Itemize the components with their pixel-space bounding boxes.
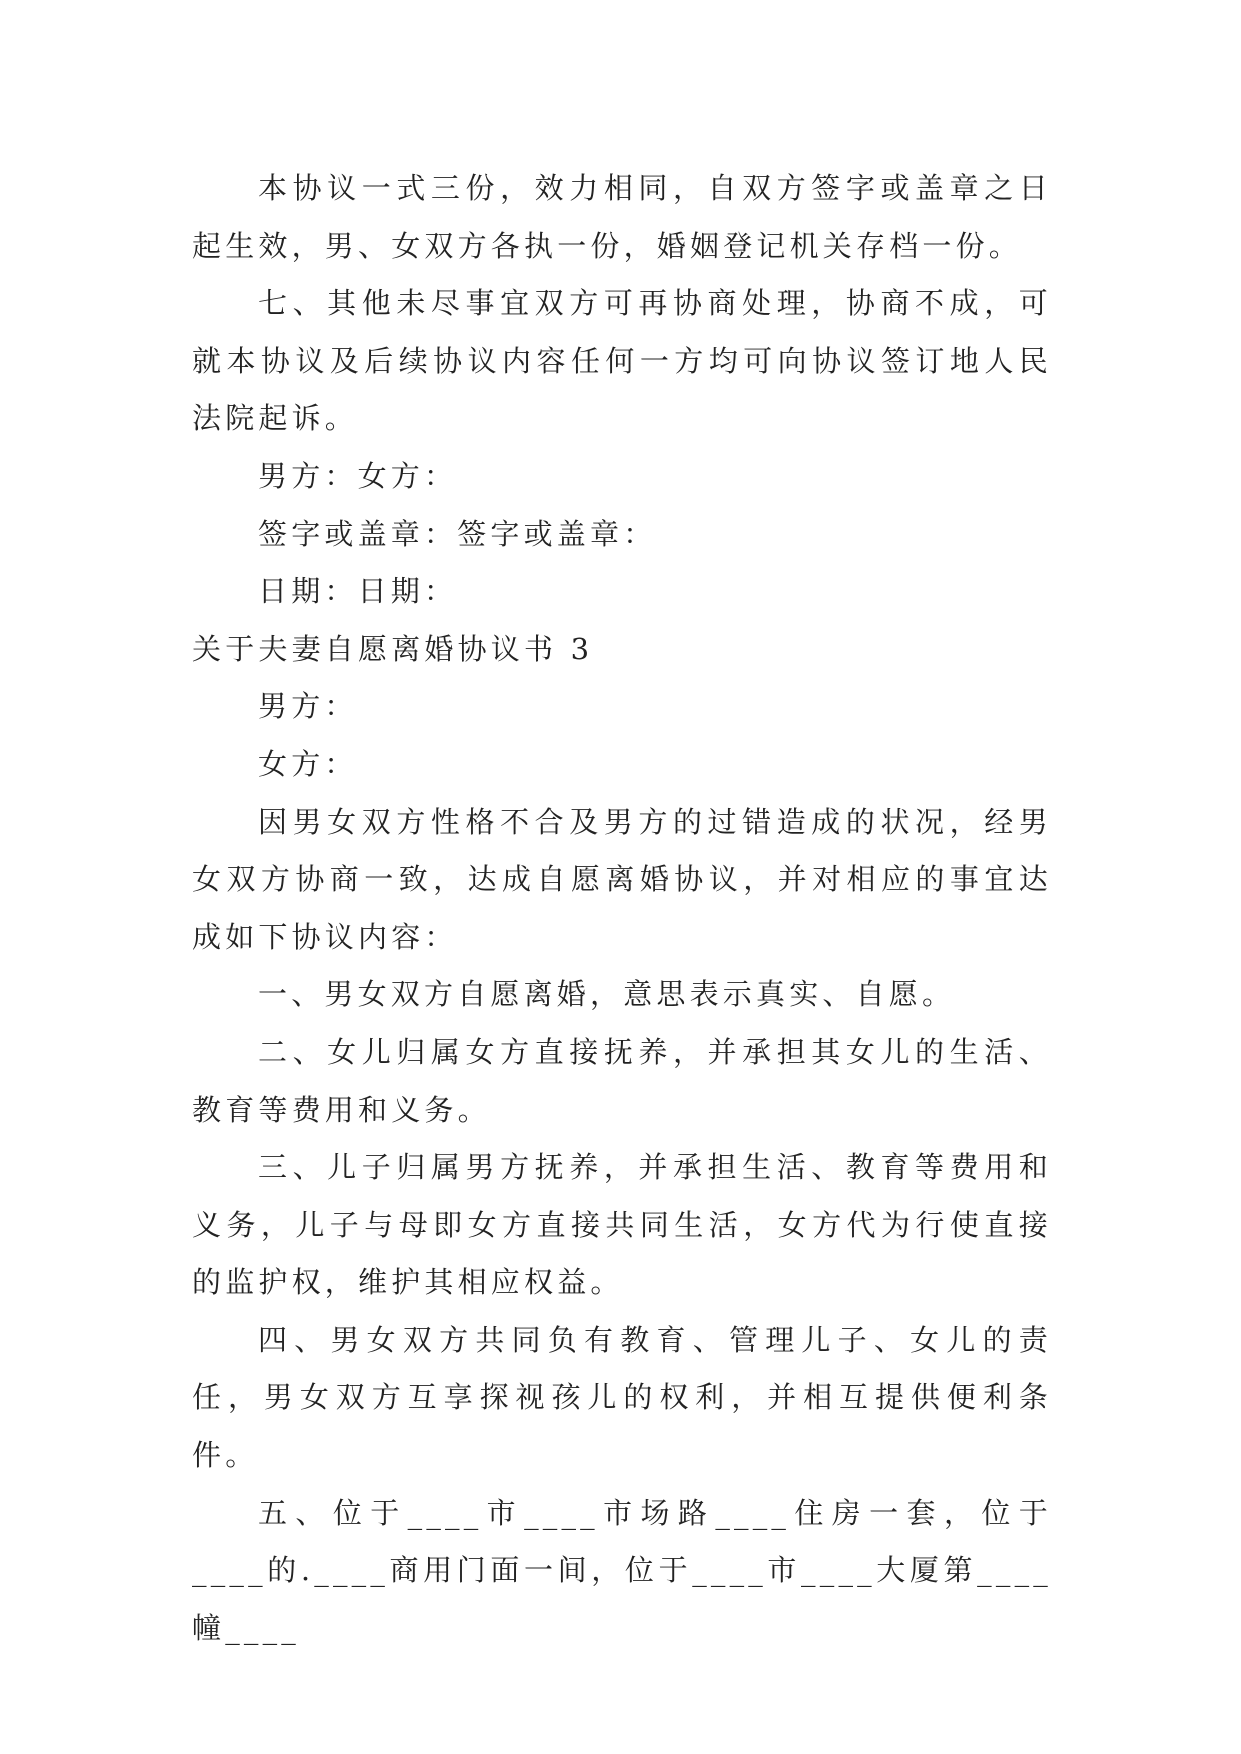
paragraph-clause-five: 五、位于____市____市场路____住房一套，位于____的.____商用门面一间，位于____市____大厦第____幢____	[192, 1495, 1052, 1645]
section-title: 关于夫妻自愿离婚协议书 3	[192, 631, 594, 666]
paragraph-clause-seven: 七、其他未尽事宜双方可再协商处理，协商不成，可就本协议及后续协议内容任何一方均可向协议签订地人民法院起诉。	[192, 286, 1052, 436]
party-female-line: 女方：	[258, 746, 358, 781]
paragraph-clause-two: 二、女儿归属女方直接抚养，并承担其女儿的生活、教育等费用和义务。	[192, 1034, 1052, 1127]
paragraph-clause-four: 四、男女双方共同负有教育、管理儿子、女儿的责任，男女双方互享探视孩儿的权利，并相互提供便利条件。	[192, 1322, 1052, 1473]
signature-seal-line: 签字或盖章：签字或盖章：	[258, 516, 657, 551]
signature-parties-line: 男方：女方：	[258, 458, 458, 493]
party-male-line: 男方：	[258, 689, 358, 724]
document-body	[192, 160, 1052, 1657]
signature-date-line: 日期：日期：	[258, 574, 458, 609]
paragraph-preamble: 因男女双方性格不合及男方的过错造成的状况，经男女双方协商一致，达成自愿离婚协议，并对相应的事宜达成如下协议内容：	[192, 804, 1052, 954]
paragraph-clause-one: 一、男女双方自愿离婚，意思表示真实、自愿。	[258, 977, 956, 1012]
paragraph-clause-three: 三、儿子归属男方抚养，并承担生活、教育等费用和义务，儿子与母即女方直接共同生活，女方代为行使直接的监护权，维护其相应权益。	[192, 1150, 1052, 1300]
paragraph-copies-effect: 本协议一式三份，效力相同，自双方签字或盖章之日起生效，男、女双方各执一份，婚姻登记机关存档一份。	[192, 171, 1052, 263]
